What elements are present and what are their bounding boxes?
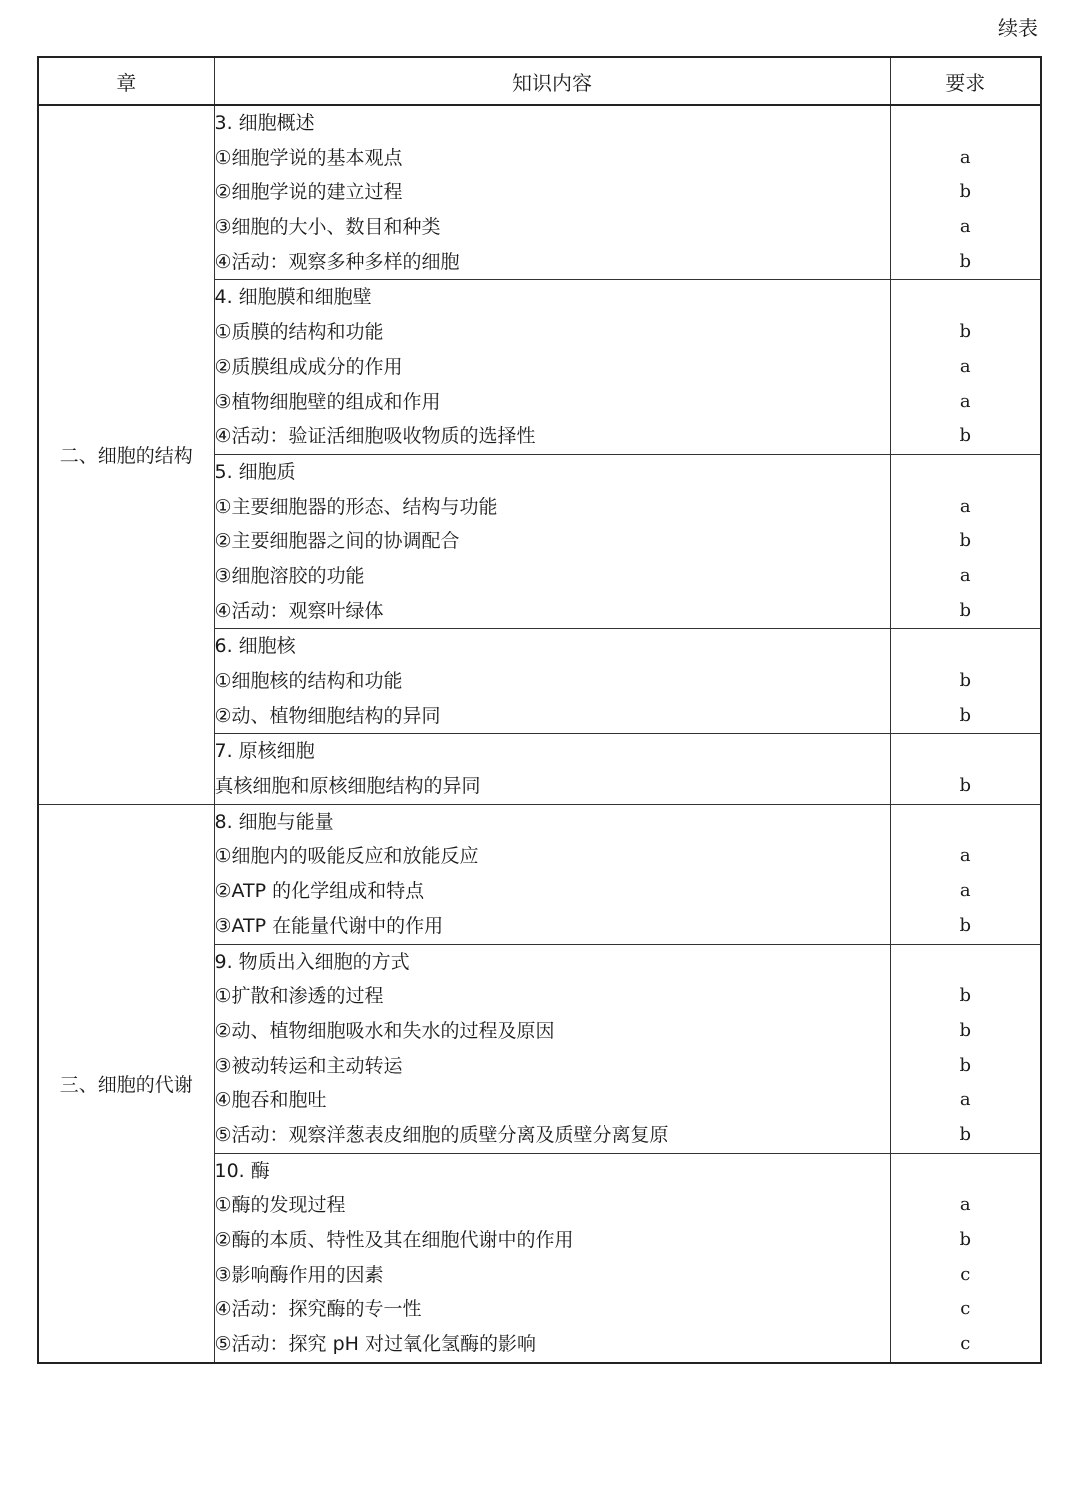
knowledge-item: ⑤活动：观察洋葱表皮细胞的质壁分离及质壁分离复原 [214,1123,669,1146]
knowledge-item: ①细胞学说的基本观点 [214,146,403,169]
section-requirements [890,1153,1041,1363]
section-row [38,804,1041,944]
section-requirements [890,629,1041,734]
knowledge-item: ①细胞核的结构和功能 [214,670,403,692]
requirement-level: a [959,146,971,168]
requirement-spacer [891,945,1041,980]
requirement-level: b [959,1019,972,1041]
knowledge-item: ②酶的本质、特性及其在细胞代谢中的作用 [214,1229,574,1251]
knowledge-item: ①扩散和渗透的过程 [214,985,384,1008]
requirement-spacer [891,629,1041,664]
table-body [38,105,1041,1363]
knowledge-item: ②细胞学说的建立过程 [214,181,403,204]
requirement-level: a [959,390,971,412]
requirement-level: b [959,425,972,447]
knowledge-item: ③被动转运和主动转运 [214,1054,403,1077]
requirement-level: a [959,845,971,867]
knowledge-item: ②动、植物细胞结构的异同 [214,704,441,727]
header-content: 知识内容 [214,57,890,105]
requirement-level: c [960,1333,971,1355]
requirement-spacer [891,734,1041,769]
requirement-level: b [959,599,972,621]
knowledge-item: ②ATP 的化学组成和特点 [214,880,425,903]
curriculum-table [37,56,1042,1364]
requirement-level: b [959,775,972,797]
section-content [214,804,890,944]
requirement-level: a [959,495,971,517]
section-title: 10. 酶 [214,1159,270,1182]
section-requirements [890,454,1041,628]
section-title: 4. 细胞膜和细胞壁 [214,286,372,309]
section-requirements [890,105,1041,280]
requirement-spacer [891,106,1041,141]
chapter-name: 三、细胞的代谢 [38,804,214,1363]
requirement-level: c [960,1298,971,1320]
requirement-level: a [959,355,971,377]
requirement-level: b [959,914,972,936]
section-content [214,734,890,804]
requirement-level: b [959,181,972,203]
section-title: 8. 细胞与能量 [214,810,334,833]
requirement-level: b [959,704,972,726]
knowledge-item: ②质膜组成成分的作用 [214,355,403,378]
knowledge-item: ①质膜的结构和功能 [214,321,384,344]
requirement-level: a [959,216,971,238]
knowledge-item: ⑤活动：探究 pH 对过氧化氢酶的影响 [214,1333,536,1356]
requirement-level: b [959,530,972,552]
knowledge-item: ①酶的发现过程 [214,1194,346,1217]
requirement-spacer [891,455,1041,490]
requirement-level: a [959,564,971,586]
table-header-row [38,57,1041,105]
knowledge-item: ④活动：观察叶绿体 [214,599,384,622]
section-content [214,944,890,1153]
knowledge-item: ②主要细胞器之间的协调配合 [214,530,460,553]
knowledge-item: ③细胞的大小、数目和种类 [214,216,441,239]
section-title: 5. 细胞质 [214,460,296,483]
knowledge-item: ④活动：探究酶的专一性 [214,1298,422,1321]
section-content [214,629,890,734]
header-chapter: 章 [38,57,214,105]
requirement-level: a [959,1089,971,1111]
knowledge-item: ③植物细胞壁的组成和作用 [214,390,441,413]
knowledge-item: ②动、植物细胞吸水和失水的过程及原因 [214,1019,555,1042]
chapter-name: 二、细胞的结构 [38,105,214,804]
knowledge-item: ①主要细胞器的形态、结构与功能 [214,495,498,518]
knowledge-item: ①细胞内的吸能反应和放能反应 [214,845,479,868]
requirement-level: b [959,1229,972,1250]
header-requirement: 要求 [890,57,1041,105]
requirement-level: a [959,880,971,902]
section-title: 3. 细胞概述 [214,112,315,134]
section-requirements [890,280,1041,454]
section-row [38,105,1041,280]
knowledge-item: ③ATP 在能量代谢中的作用 [214,914,444,937]
knowledge-item: ④活动：观察多种多样的细胞 [214,250,460,273]
requirement-spacer [891,1154,1041,1189]
requirement-level: c [960,1263,971,1285]
section-content [214,280,890,454]
section-content [214,105,890,280]
requirement-level: b [959,1054,972,1076]
requirement-level: a [959,1194,971,1216]
requirement-level: b [959,670,972,691]
section-content [214,1153,890,1363]
knowledge-item: ④胞吞和胞吐 [214,1089,327,1112]
requirement-spacer [891,805,1041,840]
continuation-label: 续表 [998,16,1038,40]
knowledge-item: 真核细胞和原核细胞结构的异同 [214,775,481,798]
section-requirements [890,944,1041,1153]
knowledge-item: ③细胞溶胶的功能 [214,564,365,587]
section-title: 9. 物质出入细胞的方式 [214,950,410,973]
section-title: 7. 原核细胞 [214,740,315,763]
requirement-level: b [959,321,972,343]
knowledge-item: ④活动：验证活细胞吸收物质的选择性 [214,425,536,448]
section-title: 6. 细胞核 [214,635,296,658]
section-requirements [890,804,1041,944]
requirement-level: b [959,1123,972,1145]
section-requirements [890,734,1041,804]
knowledge-item: ③影响酶作用的因素 [214,1263,384,1286]
requirement-level: b [959,250,972,272]
section-content [214,454,890,628]
requirement-spacer [891,280,1041,315]
requirement-level: b [959,985,972,1007]
